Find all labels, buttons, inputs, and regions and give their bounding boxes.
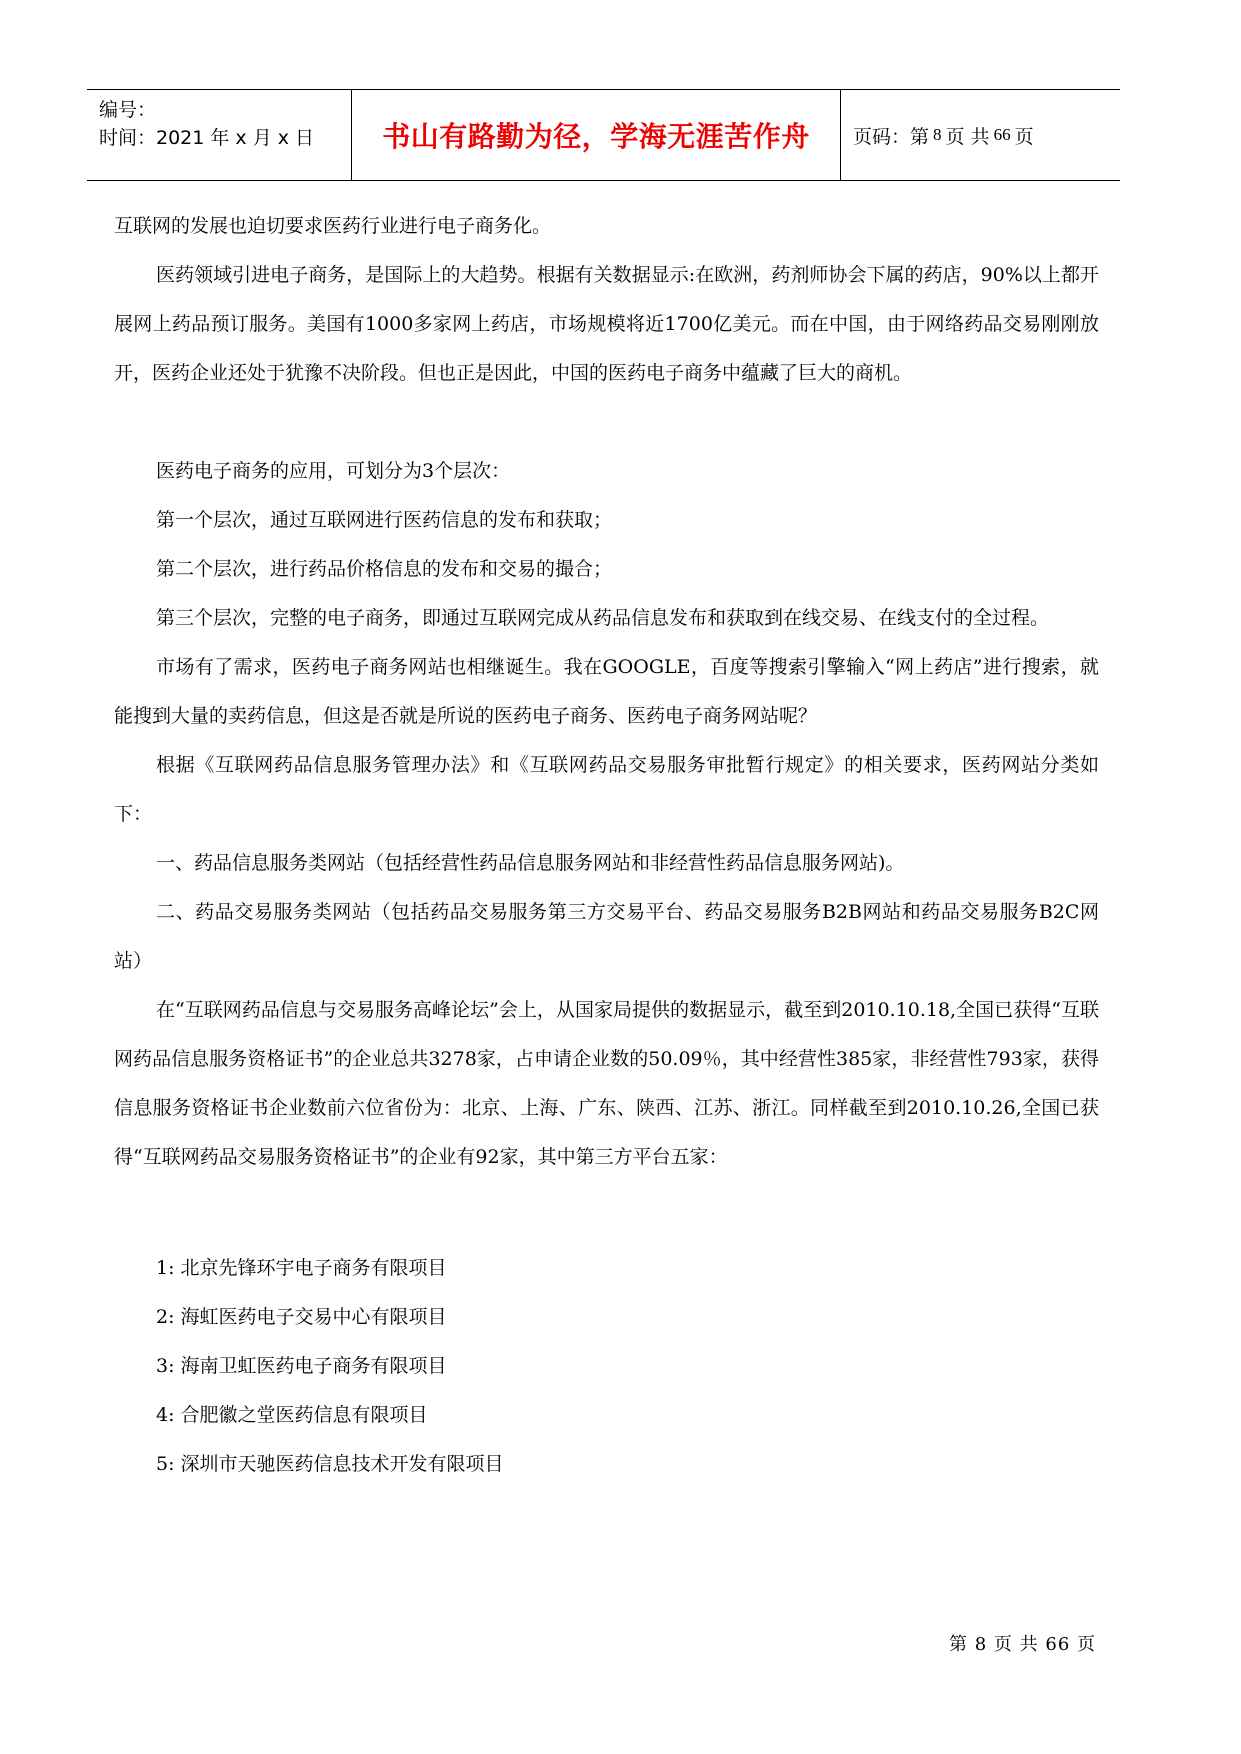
- list-item: 3: 海南卫虹医药电子商务有限项目: [156, 1355, 447, 1377]
- paragraph: 在“互联网药品信息与交易服务高峰论坛”会上，从国家局提供的数据显示，截至到2010.10.18,全国已获得“互联网药品信息服务资格证书”的企业总共3278家，占申请企业数的50.09％，其中经营性385家，非经营性793家，获得信息服务资格证书企业数前六位省份为：北京、上海、广东、陕西、江苏、浙江。同样截至到2010.10.26,全国已获得“互联网药品交易服务资格证书”的企业有92家，其中第三方平台五家：: [114, 999, 1099, 1168]
- list-item: 5: 深圳市天驰医药信息技术开发有限项目: [156, 1453, 504, 1475]
- header-motto: 书山有路勤为径，学海无涯苦作舟: [351, 90, 841, 180]
- header-page-info: [841, 90, 1120, 180]
- document-date: 时间：2021 年 x 月 x 日: [99, 127, 315, 149]
- paragraph: 医药电子商务的应用，可划分为3个层次：: [156, 460, 511, 482]
- paragraph: 一、药品信息服务类网站（包括经营性药品信息服务网站和非经营性药品信息服务网站)。: [156, 852, 905, 874]
- platform-list: [114, 1244, 1099, 1489]
- paragraph: 第二个层次，进行药品价格信息的发布和交易的撮合；: [156, 558, 613, 580]
- spacer: [114, 1182, 1099, 1244]
- page-number: 8: [933, 125, 942, 144]
- list-item: 1: 北京先锋环宇电子商务有限项目: [156, 1257, 447, 1279]
- paragraph: 互联网的发展也迫切要求医药行业进行电子商务化。: [114, 215, 552, 237]
- page-label: 页码：第: [853, 125, 930, 148]
- document-body: [114, 202, 1099, 1489]
- page-total: 66: [993, 125, 1011, 144]
- paragraph: 第一个层次，通过互联网进行医药信息的发布和获取；: [156, 509, 613, 531]
- paragraph: 根据《互联网药品信息服务管理办法》和《互联网药品交易服务审批暂行规定》的相关要求，医药网站分类如下：: [114, 754, 1099, 825]
- paragraph: 医药领域引进电子商务，是国际上的大趋势。根据有关数据显示:在欧洲，药剂师协会下属的药店，90%以上都开展网上药品预订服务。美国有1000多家网上药店，市场规模将近1700亿美元。而在中国，由于网络药品交易刚刚放开，医药企业还处于犹豫不决阶段。但也正是因此，中国的医药电子商务中蕴藏了巨大的商机。: [114, 264, 1099, 384]
- list-item: 2: 海虹医药电子交易中心有限项目: [156, 1306, 447, 1328]
- page-end-label: 页: [1014, 125, 1034, 148]
- list-item: 4: 合肥徽之堂医药信息有限项目: [156, 1404, 428, 1426]
- page-header: [87, 89, 1120, 181]
- document-number-label: 编号：: [99, 99, 157, 121]
- page-mid-label: 页 共: [945, 125, 990, 148]
- header-meta: [87, 90, 351, 180]
- page-footer: 第 8 页 共 66 页: [949, 1634, 1096, 1655]
- paragraph: 二、药品交易服务类网站（包括药品交易服务第三方交易平台、药品交易服务B2B网站和药品交易服务B2C网站）: [114, 901, 1099, 972]
- paragraph: 市场有了需求，医药电子商务网站也相继诞生。我在GOOGLE，百度等搜索引擎输入“网上药店”进行搜索，就能搜到大量的卖药信息，但这是否就是所说的医药电子商务、医药电子商务网站呢？: [114, 656, 1099, 727]
- spacer: [114, 398, 1099, 447]
- paragraph: 第三个层次，完整的电子商务，即通过互联网完成从药品信息发布和获取到在线交易、在线支付的全过程。: [156, 607, 1050, 629]
